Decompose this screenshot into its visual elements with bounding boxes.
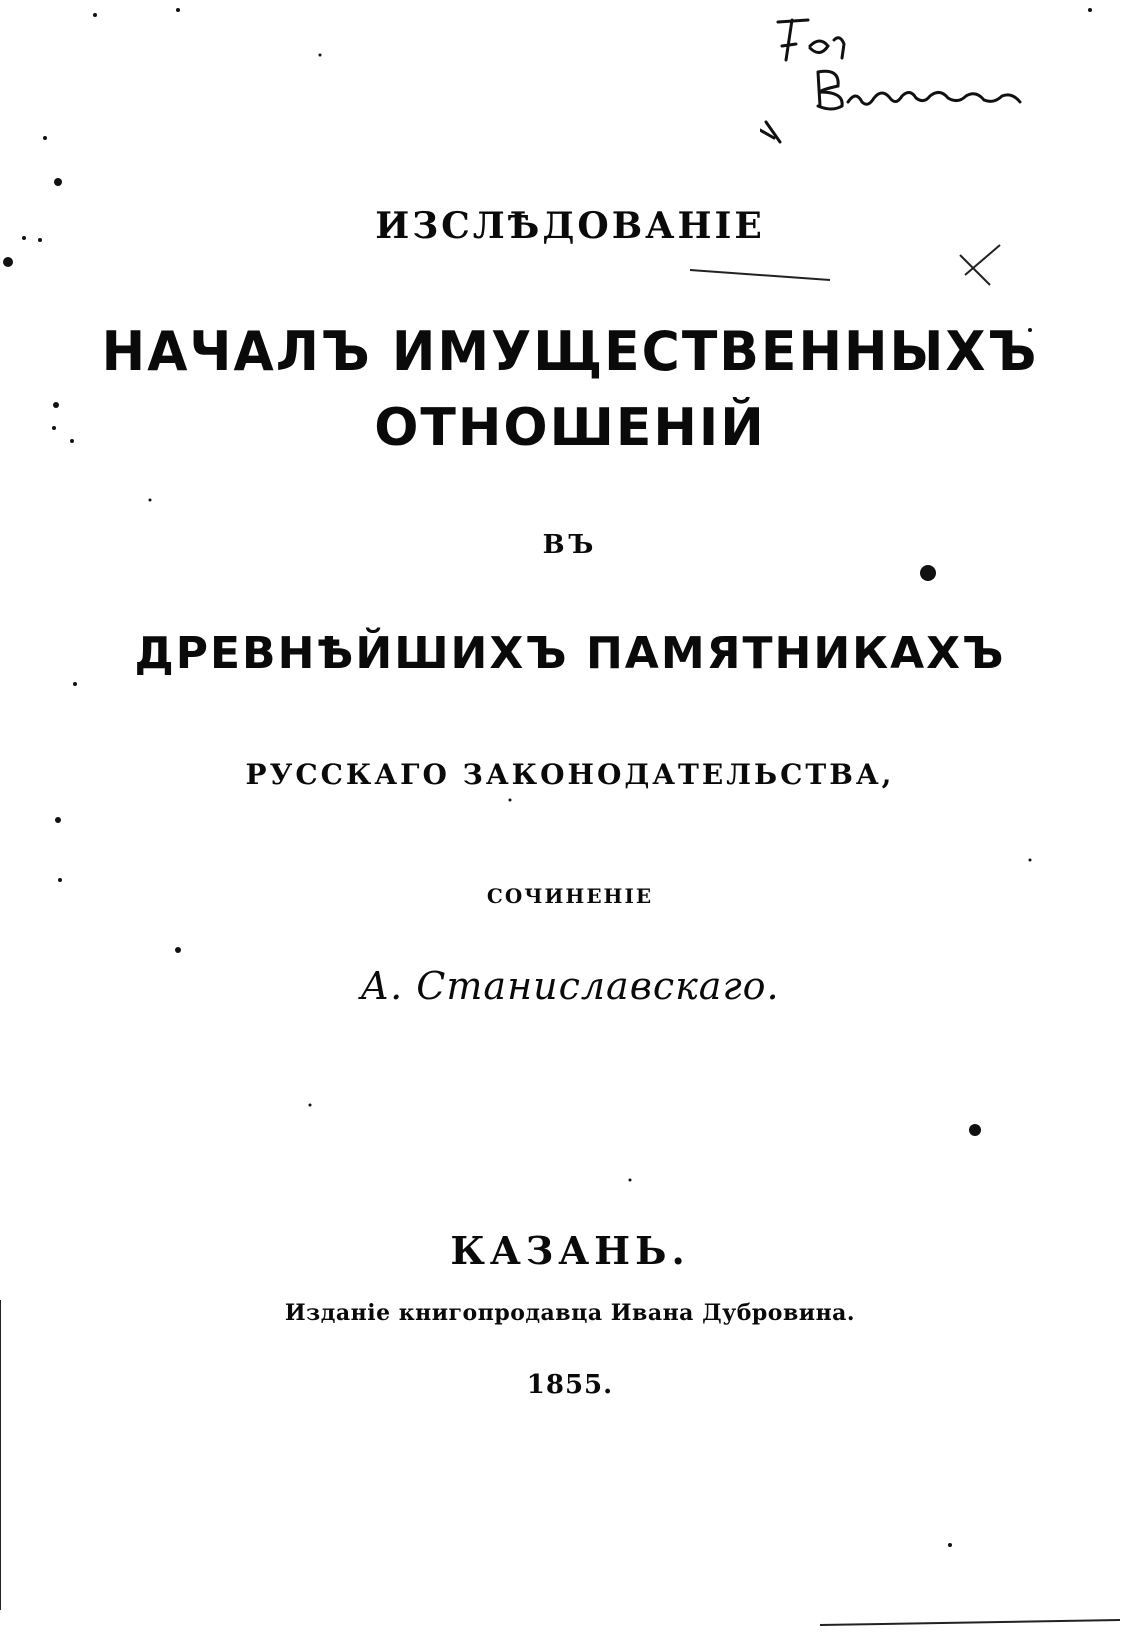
handwritten-stamp: [760, 10, 1070, 150]
title-line-5: РУССКАГО ЗАКОНОДАТЕЛЬСТВА,: [245, 758, 895, 791]
year: 1855.: [526, 1370, 614, 1400]
signature-image: [760, 10, 1070, 150]
title-line-1: ИЗСЛѢДОВАНІЕ: [375, 205, 765, 247]
title-line-3: ОТНОШЕНІЙ: [374, 398, 766, 458]
author-name: А. Станиславскаго.: [360, 964, 780, 1008]
title-line-2: НАЧАЛЪ ИМУЩЕСТВЕННЫХЪ: [101, 320, 1039, 384]
work-label: СОЧИНЕНІЕ: [486, 884, 654, 908]
title-preposition: ВЪ: [542, 530, 598, 560]
publisher: Изданіе книгопродавца Ивана Дубровина.: [284, 1300, 856, 1326]
title-line-4: ДРЕВНѢЙШИХЪ ПАМЯТНИКАХЪ: [134, 628, 1006, 679]
city: КАЗАНЬ.: [450, 1228, 690, 1273]
